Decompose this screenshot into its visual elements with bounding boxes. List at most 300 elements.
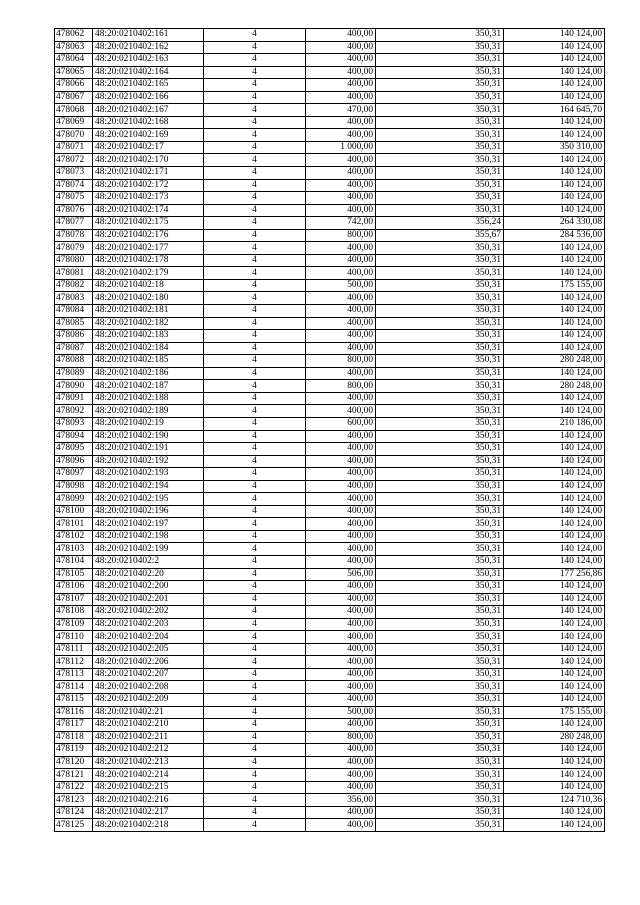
specific-value-cell: 350,31	[376, 267, 504, 280]
specific-value-cell: 350,31	[376, 543, 504, 556]
category-cell: 4	[204, 330, 306, 343]
cadastral-number-cell: 48:20:0210402:197	[93, 518, 204, 531]
specific-value-cell: 350,31	[376, 819, 504, 832]
category-cell: 4	[204, 179, 306, 192]
cadastral-value-cell: 140 124,00	[504, 443, 605, 456]
category-cell: 4	[204, 66, 306, 79]
cadastral-value-cell: 124 710,36	[504, 794, 605, 807]
area-cell: 400,00	[306, 581, 376, 594]
cadastral-number-cell: 48:20:0210402:2	[93, 555, 204, 568]
category-cell: 4	[204, 693, 306, 706]
row-number-cell: 478077	[55, 217, 93, 230]
area-cell: 400,00	[306, 618, 376, 631]
row-number-cell: 478081	[55, 267, 93, 280]
category-cell: 4	[204, 104, 306, 117]
cadastral-number-cell: 48:20:0210402:187	[93, 380, 204, 393]
cadastral-number-cell: 48:20:0210402:161	[93, 29, 204, 42]
category-cell: 4	[204, 129, 306, 142]
cadastral-number-cell: 48:20:0210402:214	[93, 769, 204, 782]
table-row	[55, 781, 605, 794]
area-cell: 600,00	[306, 417, 376, 430]
cadastral-number-cell: 48:20:0210402:212	[93, 744, 204, 757]
table-row	[55, 618, 605, 631]
cadastral-number-cell: 48:20:0210402:178	[93, 254, 204, 267]
cadastral-value-cell: 140 124,00	[504, 167, 605, 180]
cadastral-number-cell: 48:20:0210402:186	[93, 367, 204, 380]
cadastral-value-cell: 140 124,00	[504, 756, 605, 769]
category-cell: 4	[204, 568, 306, 581]
table-row	[55, 756, 605, 769]
area-cell: 400,00	[306, 292, 376, 305]
specific-value-cell: 350,31	[376, 581, 504, 594]
row-number-cell: 478113	[55, 668, 93, 681]
cadastral-value-cell: 140 124,00	[504, 129, 605, 142]
row-number-cell: 478090	[55, 380, 93, 393]
cadastral-value-cell: 140 124,00	[504, 555, 605, 568]
category-cell: 4	[204, 192, 306, 205]
category-cell: 4	[204, 543, 306, 556]
area-cell: 400,00	[306, 493, 376, 506]
category-cell: 4	[204, 806, 306, 819]
table-row	[55, 116, 605, 129]
area-cell: 400,00	[306, 480, 376, 493]
cadastral-number-cell: 48:20:0210402:165	[93, 79, 204, 92]
cadastral-number-cell: 48:20:0210402:164	[93, 66, 204, 79]
row-number-cell: 478069	[55, 116, 93, 129]
table-row	[55, 66, 605, 79]
specific-value-cell: 350,31	[376, 493, 504, 506]
area-cell: 400,00	[306, 129, 376, 142]
row-number-cell: 478102	[55, 530, 93, 543]
area-cell: 400,00	[306, 79, 376, 92]
area-cell: 470,00	[306, 104, 376, 117]
row-number-cell: 478071	[55, 141, 93, 154]
cadastral-number-cell: 48:20:0210402:200	[93, 581, 204, 594]
cadastral-number-cell: 48:20:0210402:203	[93, 618, 204, 631]
specific-value-cell: 350,31	[376, 769, 504, 782]
table-row	[55, 806, 605, 819]
row-number-cell: 478119	[55, 744, 93, 757]
table-row	[55, 706, 605, 719]
specific-value-cell: 350,31	[376, 756, 504, 769]
cadastral-value-cell: 140 124,00	[504, 179, 605, 192]
area-cell: 400,00	[306, 668, 376, 681]
table-row	[55, 305, 605, 318]
cadastral-number-cell: 48:20:0210402:191	[93, 443, 204, 456]
table-row	[55, 292, 605, 305]
category-cell: 4	[204, 242, 306, 255]
category-cell: 4	[204, 518, 306, 531]
row-number-cell: 478114	[55, 681, 93, 694]
row-number-cell: 478105	[55, 568, 93, 581]
cadastral-number-cell: 48:20:0210402:17	[93, 141, 204, 154]
cadastral-number-cell: 48:20:0210402:184	[93, 342, 204, 355]
cadastral-value-cell: 140 124,00	[504, 392, 605, 405]
category-cell: 4	[204, 305, 306, 318]
specific-value-cell: 350,31	[376, 794, 504, 807]
category-cell: 4	[204, 643, 306, 656]
row-number-cell: 478115	[55, 693, 93, 706]
specific-value-cell: 350,31	[376, 167, 504, 180]
area-cell: 400,00	[306, 430, 376, 443]
row-number-cell: 478092	[55, 405, 93, 418]
table-row	[55, 819, 605, 832]
cadastral-number-cell: 48:20:0210402:196	[93, 505, 204, 518]
row-number-cell: 478106	[55, 581, 93, 594]
row-number-cell: 478079	[55, 242, 93, 255]
row-number-cell: 478093	[55, 417, 93, 430]
area-cell: 500,00	[306, 279, 376, 292]
category-cell: 4	[204, 719, 306, 732]
row-number-cell: 478101	[55, 518, 93, 531]
category-cell: 4	[204, 29, 306, 42]
specific-value-cell: 350,31	[376, 417, 504, 430]
category-cell: 4	[204, 744, 306, 757]
row-number-cell: 478109	[55, 618, 93, 631]
cadastral-value-cell: 140 124,00	[504, 518, 605, 531]
category-cell: 4	[204, 606, 306, 619]
cadastral-value-cell: 280 248,00	[504, 380, 605, 393]
specific-value-cell: 350,31	[376, 480, 504, 493]
cadastral-value-cell: 140 124,00	[504, 681, 605, 694]
specific-value-cell: 350,31	[376, 606, 504, 619]
cadastral-number-cell: 48:20:0210402:171	[93, 167, 204, 180]
table-row	[55, 405, 605, 418]
table-row	[55, 141, 605, 154]
specific-value-cell: 350,31	[376, 781, 504, 794]
cadastral-value-cell: 140 124,00	[504, 317, 605, 330]
row-number-cell: 478064	[55, 54, 93, 67]
area-cell: 800,00	[306, 380, 376, 393]
table-row	[55, 342, 605, 355]
category-cell: 4	[204, 229, 306, 242]
specific-value-cell: 350,31	[376, 806, 504, 819]
cadastral-value-cell: 140 124,00	[504, 430, 605, 443]
cadastral-number-cell: 48:20:0210402:170	[93, 154, 204, 167]
specific-value-cell: 350,31	[376, 292, 504, 305]
cadastral-number-cell: 48:20:0210402:166	[93, 91, 204, 104]
cadastral-value-cell: 175 155,00	[504, 706, 605, 719]
row-number-cell: 478074	[55, 179, 93, 192]
cadastral-value-cell: 140 124,00	[504, 242, 605, 255]
cadastral-number-cell: 48:20:0210402:202	[93, 606, 204, 619]
table-row	[55, 719, 605, 732]
area-cell: 400,00	[306, 505, 376, 518]
specific-value-cell: 350,31	[376, 530, 504, 543]
cadastral-number-cell: 48:20:0210402:188	[93, 392, 204, 405]
area-cell: 400,00	[306, 54, 376, 67]
cadastral-value-cell: 140 124,00	[504, 769, 605, 782]
category-cell: 4	[204, 116, 306, 129]
category-cell: 4	[204, 631, 306, 644]
row-number-cell: 478072	[55, 154, 93, 167]
table-row	[55, 317, 605, 330]
cadastral-value-cell: 264 330,08	[504, 217, 605, 230]
cadastral-number-cell: 48:20:0210402:181	[93, 305, 204, 318]
table-row	[55, 417, 605, 430]
cadastral-value-cell: 140 124,00	[504, 154, 605, 167]
table-row	[55, 693, 605, 706]
cadastral-value-cell: 140 124,00	[504, 29, 605, 42]
category-cell: 4	[204, 493, 306, 506]
cadastral-value-cell: 140 124,00	[504, 305, 605, 318]
table-row	[55, 530, 605, 543]
cadastral-value-cell: 140 124,00	[504, 719, 605, 732]
specific-value-cell: 350,31	[376, 731, 504, 744]
area-cell: 400,00	[306, 744, 376, 757]
row-number-cell: 478099	[55, 493, 93, 506]
row-number-cell: 478088	[55, 355, 93, 368]
cadastral-value-cell: 210 186,00	[504, 417, 605, 430]
cadastral-number-cell: 48:20:0210402:208	[93, 681, 204, 694]
table-row	[55, 154, 605, 167]
specific-value-cell: 350,31	[376, 668, 504, 681]
cadastral-number-cell: 48:20:0210402:177	[93, 242, 204, 255]
cadastral-value-cell: 140 124,00	[504, 292, 605, 305]
cadastral-value-cell: 140 124,00	[504, 643, 605, 656]
area-cell: 400,00	[306, 242, 376, 255]
cadastral-value-cell: 140 124,00	[504, 543, 605, 556]
specific-value-cell: 350,31	[376, 593, 504, 606]
cadastral-number-cell: 48:20:0210402:209	[93, 693, 204, 706]
cadastral-number-cell: 48:20:0210402:195	[93, 493, 204, 506]
cadastral-value-cell: 350 310,00	[504, 141, 605, 154]
table-row	[55, 681, 605, 694]
category-cell: 4	[204, 254, 306, 267]
table-row	[55, 104, 605, 117]
area-cell: 400,00	[306, 342, 376, 355]
category-cell: 4	[204, 217, 306, 230]
table-row	[55, 631, 605, 644]
cadastral-number-cell: 48:20:0210402:215	[93, 781, 204, 794]
area-cell: 400,00	[306, 606, 376, 619]
cadastral-number-cell: 48:20:0210402:172	[93, 179, 204, 192]
cadastral-number-cell: 48:20:0210402:193	[93, 468, 204, 481]
specific-value-cell: 350,31	[376, 681, 504, 694]
area-cell: 400,00	[306, 305, 376, 318]
area-cell: 800,00	[306, 355, 376, 368]
cadastral-number-cell: 48:20:0210402:179	[93, 267, 204, 280]
cadastral-number-cell: 48:20:0210402:192	[93, 455, 204, 468]
cadastral-value-cell: 140 124,00	[504, 54, 605, 67]
specific-value-cell: 350,31	[376, 455, 504, 468]
table-row	[55, 279, 605, 292]
table-row	[55, 543, 605, 556]
row-number-cell: 478125	[55, 819, 93, 832]
cadastral-number-cell: 48:20:0210402:204	[93, 631, 204, 644]
table-row	[55, 192, 605, 205]
cadastral-value-cell: 140 124,00	[504, 455, 605, 468]
specific-value-cell: 350,31	[376, 643, 504, 656]
table-row	[55, 668, 605, 681]
category-cell: 4	[204, 317, 306, 330]
cadastral-number-cell: 48:20:0210402:194	[93, 480, 204, 493]
cadastral-value-cell: 140 124,00	[504, 781, 605, 794]
cadastral-value-cell: 140 124,00	[504, 342, 605, 355]
specific-value-cell: 350,31	[376, 430, 504, 443]
specific-value-cell: 350,31	[376, 568, 504, 581]
specific-value-cell: 350,31	[376, 693, 504, 706]
specific-value-cell: 350,31	[376, 706, 504, 719]
cadastral-value-cell: 280 248,00	[504, 731, 605, 744]
table-row	[55, 367, 605, 380]
cadastral-number-cell: 48:20:0210402:189	[93, 405, 204, 418]
table-row	[55, 443, 605, 456]
specific-value-cell: 350,31	[376, 380, 504, 393]
category-cell: 4	[204, 593, 306, 606]
cadastral-value-cell: 140 124,00	[504, 656, 605, 669]
cadastral-number-cell: 48:20:0210402:210	[93, 719, 204, 732]
category-cell: 4	[204, 731, 306, 744]
area-cell: 1 000,00	[306, 141, 376, 154]
cadastral-value-cell: 140 124,00	[504, 330, 605, 343]
row-number-cell: 478066	[55, 79, 93, 92]
row-number-cell: 478116	[55, 706, 93, 719]
row-number-cell: 478111	[55, 643, 93, 656]
category-cell: 4	[204, 367, 306, 380]
table-row	[55, 392, 605, 405]
category-cell: 4	[204, 656, 306, 669]
row-number-cell: 478091	[55, 392, 93, 405]
area-cell: 400,00	[306, 656, 376, 669]
row-number-cell: 478108	[55, 606, 93, 619]
specific-value-cell: 350,31	[376, 468, 504, 481]
cadastral-value-cell: 140 124,00	[504, 618, 605, 631]
specific-value-cell: 350,31	[376, 154, 504, 167]
cadastral-value-cell: 140 124,00	[504, 806, 605, 819]
cadastral-number-cell: 48:20:0210402:176	[93, 229, 204, 242]
category-cell: 4	[204, 681, 306, 694]
area-cell: 400,00	[306, 179, 376, 192]
cadastral-value-cell: 140 124,00	[504, 493, 605, 506]
row-number-cell: 478063	[55, 41, 93, 54]
table-row	[55, 167, 605, 180]
cadastral-value-cell: 140 124,00	[504, 116, 605, 129]
cadastral-number-cell: 48:20:0210402:216	[93, 794, 204, 807]
row-number-cell: 478080	[55, 254, 93, 267]
category-cell: 4	[204, 794, 306, 807]
cadastral-number-cell: 48:20:0210402:185	[93, 355, 204, 368]
area-cell: 400,00	[306, 41, 376, 54]
specific-value-cell: 350,31	[376, 204, 504, 217]
category-cell: 4	[204, 505, 306, 518]
specific-value-cell: 350,31	[376, 443, 504, 456]
area-cell: 400,00	[306, 91, 376, 104]
specific-value-cell: 350,31	[376, 254, 504, 267]
cadastral-number-cell: 48:20:0210402:213	[93, 756, 204, 769]
row-number-cell: 478120	[55, 756, 93, 769]
specific-value-cell: 350,31	[376, 405, 504, 418]
specific-value-cell: 350,31	[376, 744, 504, 757]
cadastral-value-cell: 140 124,00	[504, 91, 605, 104]
area-cell: 400,00	[306, 781, 376, 794]
row-number-cell: 478078	[55, 229, 93, 242]
row-number-cell: 478085	[55, 317, 93, 330]
category-cell: 4	[204, 380, 306, 393]
cadastral-number-cell: 48:20:0210402:169	[93, 129, 204, 142]
area-cell: 400,00	[306, 756, 376, 769]
cadastral-number-cell: 48:20:0210402:201	[93, 593, 204, 606]
cadastral-number-cell: 48:20:0210402:18	[93, 279, 204, 292]
category-cell: 4	[204, 581, 306, 594]
table-row	[55, 606, 605, 619]
row-number-cell: 478067	[55, 91, 93, 104]
row-number-cell: 478076	[55, 204, 93, 217]
area-cell: 400,00	[306, 405, 376, 418]
specific-value-cell: 350,31	[376, 41, 504, 54]
row-number-cell: 478073	[55, 167, 93, 180]
specific-value-cell: 350,31	[376, 91, 504, 104]
row-number-cell: 478124	[55, 806, 93, 819]
cadastral-number-cell: 48:20:0210402:168	[93, 116, 204, 129]
cadastral-number-cell: 48:20:0210402:174	[93, 204, 204, 217]
specific-value-cell: 350,31	[376, 192, 504, 205]
area-cell: 800,00	[306, 229, 376, 242]
category-cell: 4	[204, 756, 306, 769]
table-row	[55, 794, 605, 807]
row-number-cell: 478087	[55, 342, 93, 355]
table-row	[55, 505, 605, 518]
area-cell: 400,00	[306, 204, 376, 217]
row-number-cell: 478075	[55, 192, 93, 205]
specific-value-cell: 355,67	[376, 229, 504, 242]
area-cell: 400,00	[306, 769, 376, 782]
category-cell: 4	[204, 417, 306, 430]
specific-value-cell: 350,31	[376, 342, 504, 355]
cadastral-number-cell: 48:20:0210402:175	[93, 217, 204, 230]
cadastral-value-cell: 140 124,00	[504, 606, 605, 619]
area-cell: 400,00	[306, 631, 376, 644]
table-row	[55, 129, 605, 142]
cadastral-number-cell: 48:20:0210402:180	[93, 292, 204, 305]
area-cell: 400,00	[306, 555, 376, 568]
cadastral-value-cell: 177 256,86	[504, 568, 605, 581]
area-cell: 400,00	[306, 66, 376, 79]
category-cell: 4	[204, 468, 306, 481]
cadastral-number-cell: 48:20:0210402:162	[93, 41, 204, 54]
cadastral-value-cell: 140 124,00	[504, 267, 605, 280]
area-cell: 400,00	[306, 543, 376, 556]
category-cell: 4	[204, 41, 306, 54]
row-number-cell: 478112	[55, 656, 93, 669]
cadastral-number-cell: 48:20:0210402:218	[93, 819, 204, 832]
area-cell: 400,00	[306, 455, 376, 468]
area-cell: 400,00	[306, 367, 376, 380]
specific-value-cell: 350,31	[376, 129, 504, 142]
category-cell: 4	[204, 279, 306, 292]
table-row	[55, 455, 605, 468]
specific-value-cell: 350,31	[376, 555, 504, 568]
cadastral-value-cell: 140 124,00	[504, 480, 605, 493]
table-body	[55, 29, 605, 832]
table-row	[55, 254, 605, 267]
area-cell: 400,00	[306, 681, 376, 694]
cadastral-value-cell: 164 645,70	[504, 104, 605, 117]
row-number-cell: 478110	[55, 631, 93, 644]
table-row	[55, 229, 605, 242]
area-cell: 400,00	[306, 443, 376, 456]
cadastral-value-table	[54, 28, 605, 832]
cadastral-number-cell: 48:20:0210402:183	[93, 330, 204, 343]
table-row	[55, 555, 605, 568]
row-number-cell: 478118	[55, 731, 93, 744]
table-row	[55, 593, 605, 606]
row-number-cell: 478117	[55, 719, 93, 732]
cadastral-value-cell: 284 536,00	[504, 229, 605, 242]
table-row	[55, 430, 605, 443]
category-cell: 4	[204, 91, 306, 104]
category-cell: 4	[204, 781, 306, 794]
